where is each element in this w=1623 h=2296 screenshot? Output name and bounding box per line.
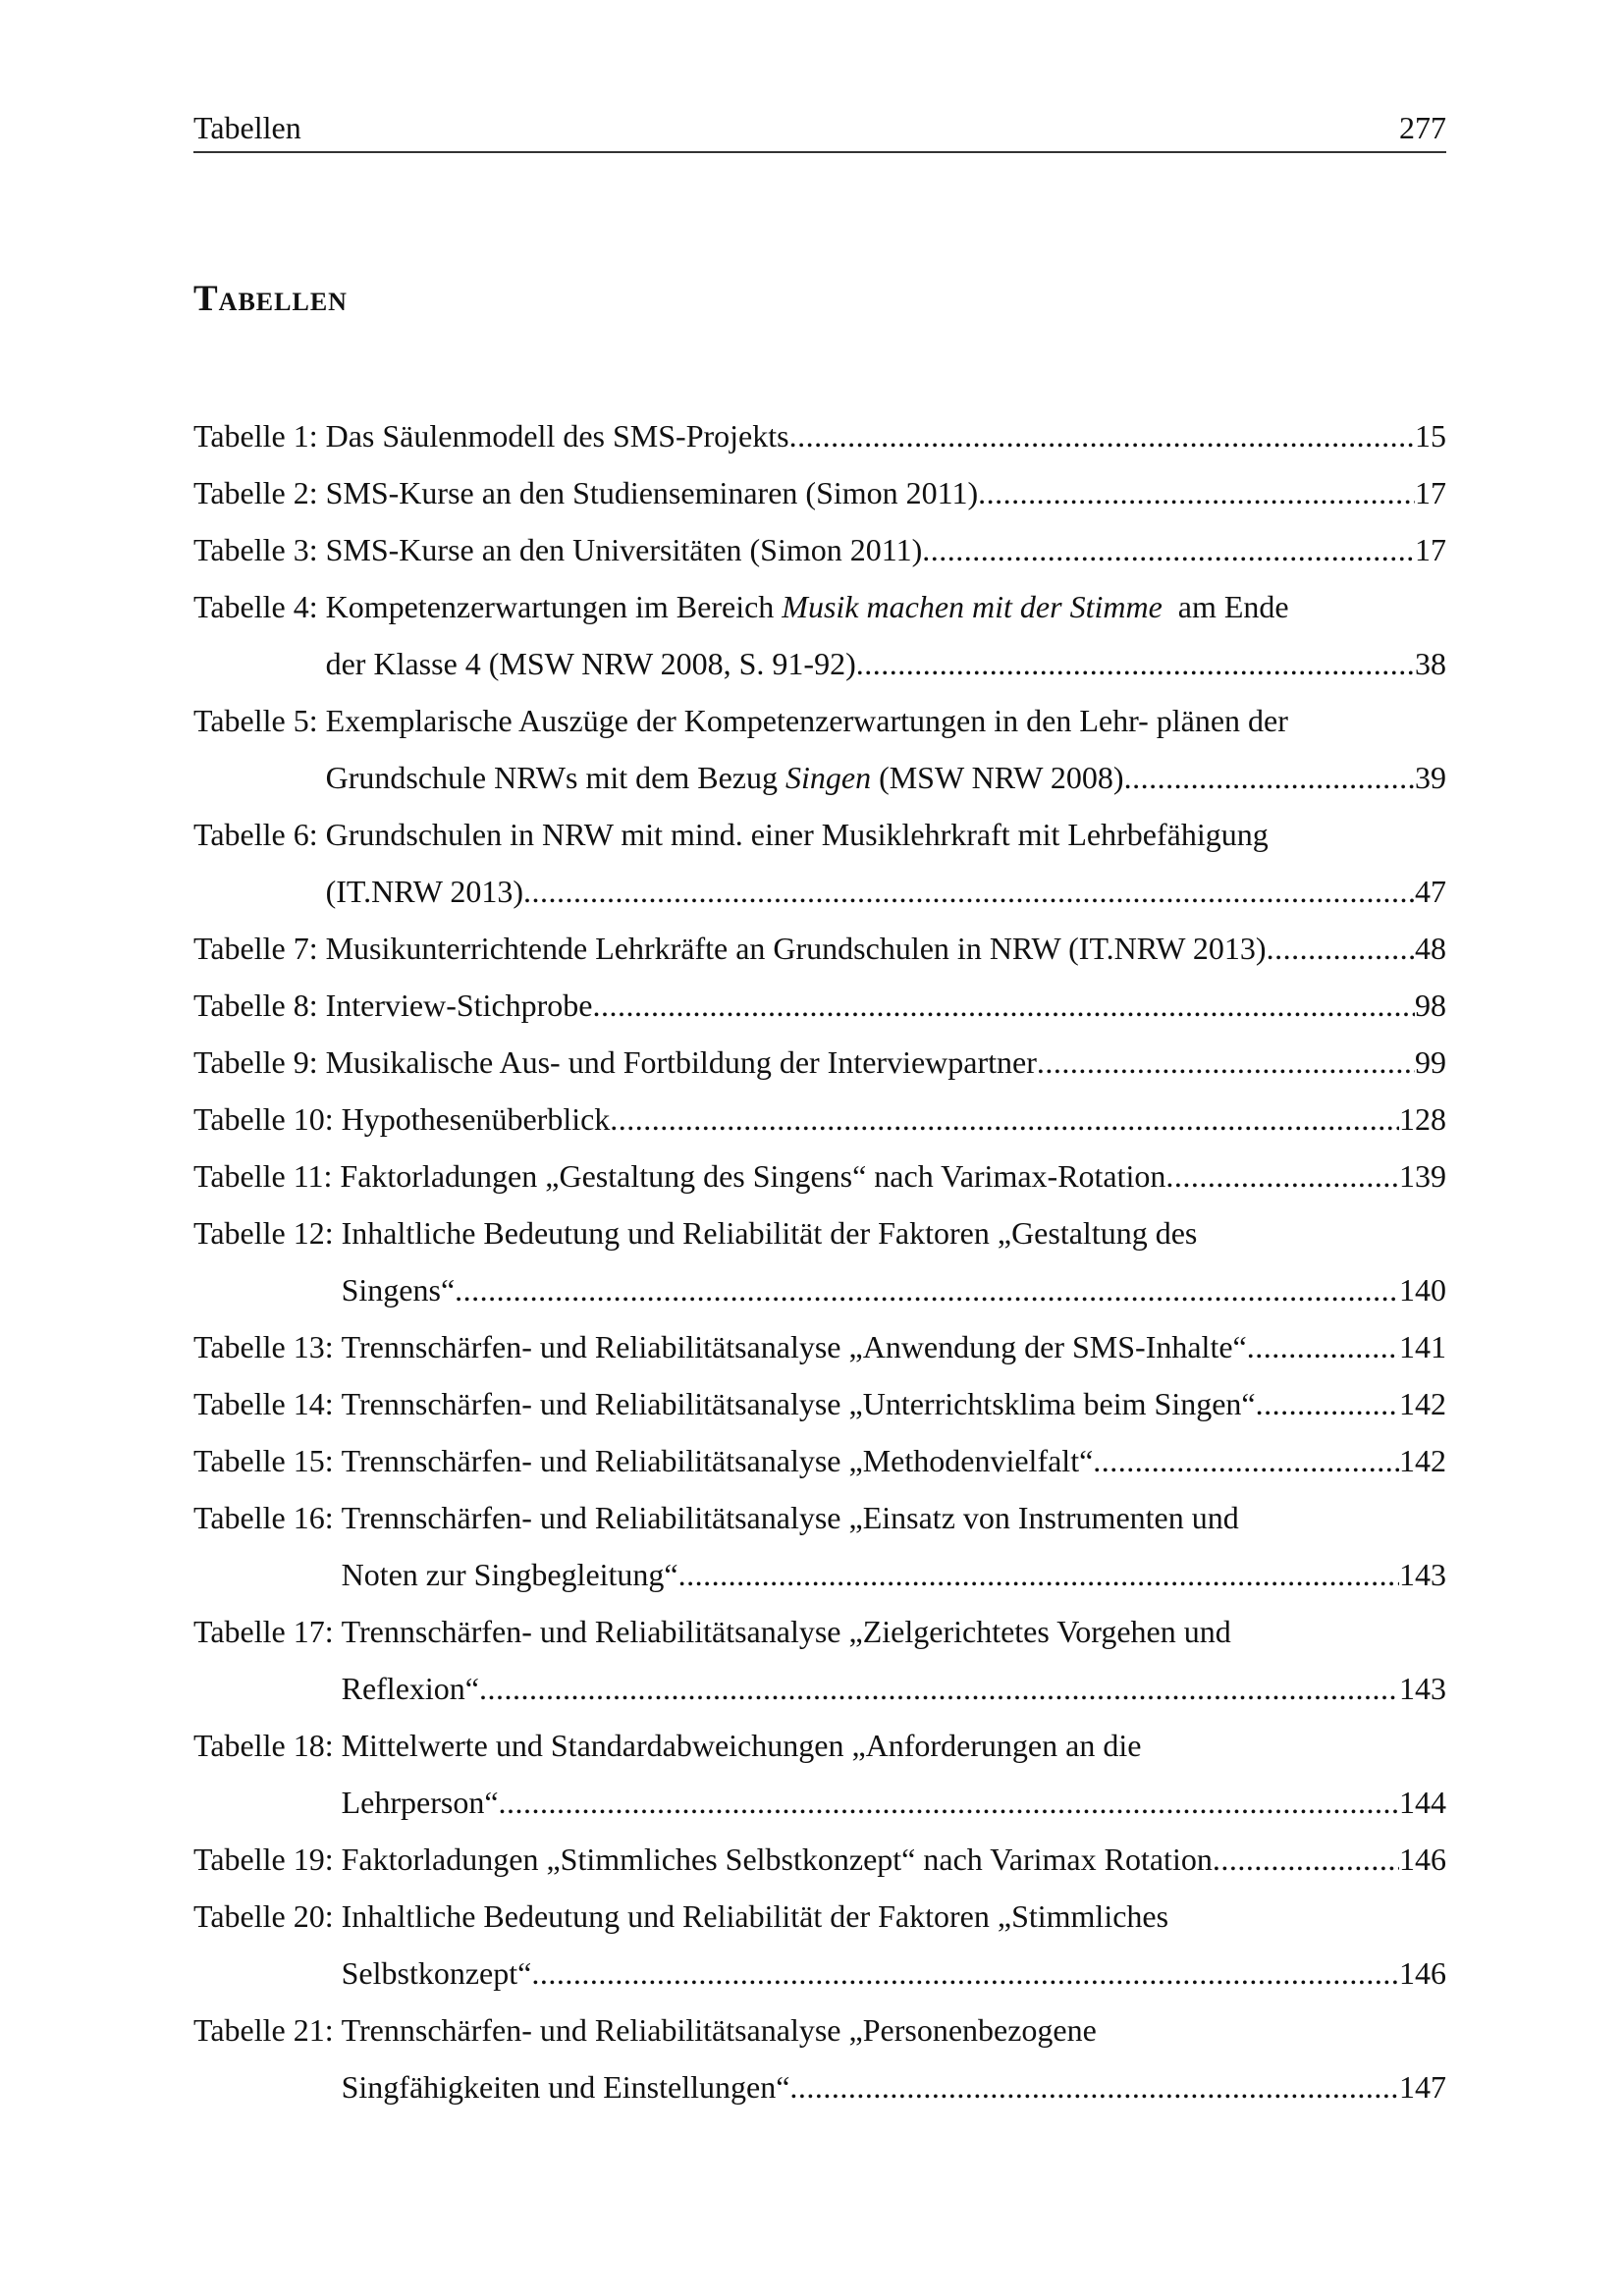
toc-entry-title-text: Trennschärfen- und Reliabilitätsanalyse „Zielgerichtetes Vorgehen und (341, 1614, 1231, 1649)
toc-entry[interactable] (193, 1091, 1446, 1148)
toc-entry-line (342, 1945, 1446, 2002)
toc-page-number: 144 (1399, 1785, 1446, 1820)
toc-entry-title-text: (MSW NRW 2008) (871, 760, 1124, 795)
toc-entry-label: Tabelle 16: (193, 1500, 342, 1535)
toc-page-number: 143 (1399, 1557, 1446, 1592)
table-list (193, 407, 1446, 2115)
toc-entry-title-text: Mittelwerte und Standardabweichungen „Anforderungen an die (341, 1728, 1142, 1763)
dot-leader (523, 863, 1415, 920)
toc-entry-title-text: Reflexion“ (341, 1671, 479, 1706)
toc-entry-title-text: (IT.NRW 2013) (325, 874, 524, 909)
toc-entry[interactable] (193, 1717, 1446, 1831)
toc-entry-line (326, 806, 1446, 863)
dot-leader (1267, 920, 1415, 977)
toc-entry-title-text: Trennschärfen- und Reliabilitätsanalyse „Personenbezogene (341, 2012, 1097, 2048)
toc-entry-line (342, 1318, 1446, 1375)
toc-entry-title-text: Exemplarische Auszüge der Kompetenzerwartungen in den Lehr- plänen der (325, 703, 1288, 738)
toc-entry[interactable] (193, 1204, 1446, 1318)
toc-entry-line (342, 1261, 1446, 1318)
toc-entry-label: Tabelle 11: (193, 1158, 341, 1194)
toc-entry[interactable] (193, 1375, 1446, 1432)
toc-entry-title-text: Trennschärfen- und Reliabilitätsanalyse „Einsatz von Instrumenten und (341, 1500, 1239, 1535)
toc-page-number: 128 (1399, 1101, 1446, 1137)
header-section-title: Tabellen (193, 110, 301, 145)
toc-entry-line (326, 1034, 1446, 1091)
toc-page-number: 142 (1399, 1386, 1446, 1421)
toc-entry-label: Tabelle 17: (193, 1614, 342, 1649)
toc-entry[interactable] (193, 1432, 1446, 1489)
toc-entry-label: Tabelle 9: (193, 1044, 326, 1080)
toc-entry[interactable] (193, 521, 1446, 578)
toc-entry-line (326, 578, 1446, 635)
toc-page-number: 17 (1415, 532, 1446, 567)
toc-entry[interactable] (193, 977, 1446, 1034)
toc-page-number: 15 (1415, 418, 1446, 454)
toc-entry[interactable] (193, 1603, 1446, 1717)
toc-entry-title-text: Faktorladungen „Gestaltung des Singens“ nach Varimax-Rotation (340, 1158, 1166, 1194)
dot-leader (978, 464, 1415, 521)
toc-entry[interactable] (193, 578, 1446, 692)
toc-page-number: 142 (1399, 1443, 1446, 1478)
toc-entry-label: Tabelle 8: (193, 988, 326, 1023)
toc-page-number: 146 (1399, 1842, 1446, 1877)
dot-leader (1247, 1318, 1399, 1375)
toc-page-number: 139 (1399, 1158, 1446, 1194)
toc-entry-line (342, 1660, 1446, 1717)
toc-entry[interactable] (193, 407, 1446, 464)
toc-entry-label: Tabelle 6: (193, 817, 326, 852)
toc-entry-title-text: Inhaltliche Bedeutung und Reliabilität der Faktoren „Stimmliches (341, 1898, 1169, 1934)
toc-entry-label: Tabelle 12: (193, 1215, 342, 1251)
toc-entry-title-text: Selbstkonzept“ (341, 1955, 532, 1991)
dot-leader (678, 1546, 1399, 1603)
dot-leader (499, 1774, 1399, 1831)
toc-entry-label: Tabelle 13: (193, 1329, 342, 1364)
toc-page-number: 17 (1415, 475, 1446, 510)
toc-entry[interactable] (193, 1831, 1446, 1888)
toc-entry-line (326, 977, 1446, 1034)
toc-page-number: 146 (1399, 1955, 1446, 1991)
toc-entry-title-text: SMS-Kurse an den Studienseminaren (Simon 2011) (325, 475, 979, 510)
toc-entry-label: Tabelle 20: (193, 1898, 342, 1934)
toc-page-number: 147 (1399, 2069, 1446, 2105)
toc-entry-title-text: Singens“ (341, 1272, 456, 1308)
dot-leader (1256, 1375, 1399, 1432)
toc-entry-title-text: Trennschärfen- und Reliabilitätsanalyse „Anwendung der SMS-Inhalte“ (341, 1329, 1247, 1364)
toc-entry-line (342, 1375, 1446, 1432)
toc-entry-title-text: am Ende (1162, 589, 1289, 624)
toc-entry-title-text: Kompetenzerwartungen im Bereich (325, 589, 783, 624)
toc-entry-label: Tabelle 10: (193, 1101, 342, 1137)
toc-entry-line (326, 863, 1446, 920)
toc-page-number: 143 (1399, 1671, 1446, 1706)
toc-entry-label: Tabelle 18: (193, 1728, 342, 1763)
toc-entry-label: Tabelle 19: (193, 1842, 342, 1877)
toc-entry-line (342, 1489, 1446, 1546)
toc-entry-title-text: Musikunterrichtende Lehrkräfte an Grundschulen in NRW (IT.NRW 2013) (325, 931, 1267, 966)
toc-entry-line (326, 521, 1446, 578)
toc-page-number: 48 (1415, 931, 1446, 966)
toc-entry-line (342, 1603, 1446, 1660)
dot-leader (922, 521, 1415, 578)
toc-entry-title-text: Musikalische Aus- und Fortbildung der Interviewpartner (325, 1044, 1037, 1080)
toc-entry-line (342, 2058, 1446, 2115)
dot-leader (479, 1660, 1399, 1717)
toc-entry[interactable] (193, 1148, 1446, 1204)
toc-entry-line (326, 464, 1446, 521)
toc-entry-label: Tabelle 2: (193, 475, 326, 510)
toc-entry-line (342, 1546, 1446, 1603)
dot-leader (593, 977, 1416, 1034)
toc-page-number: 39 (1415, 760, 1446, 795)
toc-entry-line (342, 1831, 1446, 1888)
toc-entry[interactable] (193, 1489, 1446, 1603)
toc-entry-line (340, 1148, 1446, 1204)
toc-entry-italic-text: Musik machen mit der Stimme (782, 589, 1163, 624)
toc-entry-title-text: Lehrperson“ (341, 1785, 499, 1820)
toc-entry-title-text: Noten zur Singbegleitung“ (341, 1557, 678, 1592)
toc-entry-label: Tabelle 1: (193, 418, 326, 454)
toc-entry-line (342, 1204, 1446, 1261)
toc-entry-italic-text: Singen (784, 760, 872, 795)
dot-leader (1124, 749, 1415, 806)
toc-entry-title-text: Singfähigkeiten und Einstellungen“ (341, 2069, 790, 2105)
toc-entry-line (326, 692, 1446, 749)
toc-entry-title-text: Trennschärfen- und Reliabilitätsanalyse „Methodenvielfalt“ (341, 1443, 1094, 1478)
toc-entry-title-text: Interview-Stichprobe (325, 988, 593, 1023)
toc-entry-title-text: SMS-Kurse an den Universitäten (Simon 2011) (325, 532, 923, 567)
toc-entry-line (342, 2002, 1446, 2058)
dot-leader (789, 2058, 1399, 2115)
toc-entry-line (342, 1774, 1446, 1831)
dot-leader (531, 1945, 1399, 2002)
dot-leader (610, 1091, 1399, 1148)
toc-entry[interactable] (193, 1034, 1446, 1091)
toc-entry[interactable] (193, 920, 1446, 977)
toc-entry-line (342, 1717, 1446, 1774)
header-page-number: 277 (1399, 110, 1446, 145)
toc-entry-line (326, 920, 1446, 977)
dot-leader (1165, 1148, 1399, 1204)
toc-page-number: 99 (1415, 1044, 1446, 1080)
toc-entry-title-text: Grundschulen in NRW mit mind. einer Musiklehrkraft mit Lehrbefähigung (325, 817, 1269, 852)
toc-entry-line (342, 1432, 1446, 1489)
toc-entry-label: Tabelle 4: (193, 589, 326, 624)
toc-entry-label: Tabelle 15: (193, 1443, 342, 1478)
toc-entry[interactable] (193, 1318, 1446, 1375)
dot-leader (1213, 1831, 1399, 1888)
dot-leader (1037, 1034, 1415, 1091)
toc-entry[interactable] (193, 692, 1446, 806)
toc-entry-title-text: Grundschule NRWs mit dem Bezug (325, 760, 785, 795)
toc-entry-title-text: der Klasse 4 (MSW NRW 2008, S. 91-92) (325, 646, 856, 681)
toc-entry-label: Tabelle 7: (193, 931, 326, 966)
toc-entry-line (342, 1091, 1446, 1148)
toc-entry-line (326, 749, 1446, 806)
dot-leader (789, 407, 1415, 464)
dot-leader (455, 1261, 1399, 1318)
toc-entry[interactable] (193, 806, 1446, 920)
toc-page-number: 38 (1415, 646, 1446, 681)
page-title: Tabellen (193, 279, 348, 319)
toc-page-number: 140 (1399, 1272, 1446, 1308)
toc-page-number: 47 (1415, 874, 1446, 909)
toc-page-number: 98 (1415, 988, 1446, 1023)
dot-leader (1093, 1432, 1399, 1489)
toc-entry-title-text: Das Säulenmodell des SMS-Projekts (325, 418, 789, 454)
toc-entry-label: Tabelle 3: (193, 532, 326, 567)
toc-entry-line (326, 635, 1446, 692)
toc-entry-title-text: Inhaltliche Bedeutung und Reliabilität der Faktoren „Gestaltung des (341, 1215, 1198, 1251)
running-header (193, 104, 1446, 153)
toc-entry[interactable] (193, 1888, 1446, 2002)
toc-page-number: 141 (1399, 1329, 1446, 1364)
toc-entry-line (326, 407, 1446, 464)
toc-entry-title-text: Trennschärfen- und Reliabilitätsanalyse „Unterrichtsklima beim Singen“ (341, 1386, 1256, 1421)
toc-entry-title-text: Faktorladungen „Stimmliches Selbstkonzept“ nach Varimax Rotation (341, 1842, 1213, 1877)
toc-entry[interactable] (193, 464, 1446, 521)
toc-entry-label: Tabelle 5: (193, 703, 326, 738)
dot-leader (856, 635, 1415, 692)
toc-entry-title-text: Hypothesenüberblick (341, 1101, 611, 1137)
toc-entry-label: Tabelle 21: (193, 2012, 342, 2048)
toc-entry-line (342, 1888, 1446, 1945)
toc-entry-label: Tabelle 14: (193, 1386, 342, 1421)
toc-entry[interactable] (193, 2002, 1446, 2115)
